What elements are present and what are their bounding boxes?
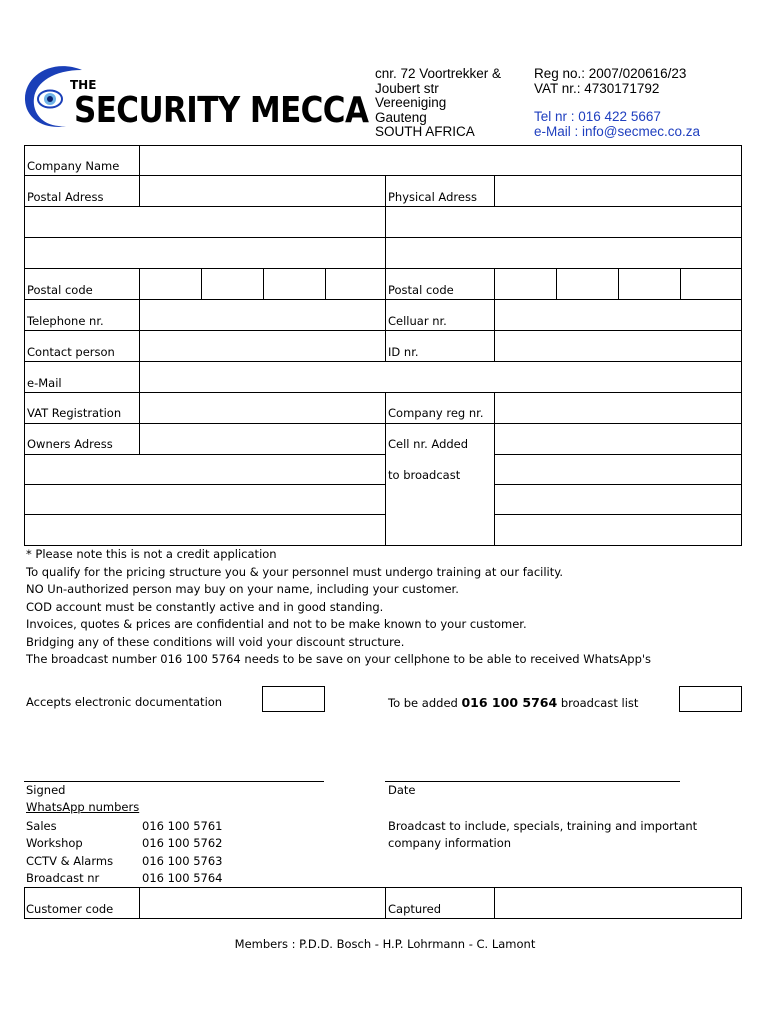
telephone-number: Tel nr : 016 422 5667 xyxy=(534,109,661,124)
whatsapp-row-label: Workshop xyxy=(26,836,83,850)
captured-label: Captured xyxy=(388,902,442,916)
physical-address-label: Physical Adress xyxy=(388,190,477,204)
postal-code-left-digit[interactable] xyxy=(263,268,326,300)
id-nr-label: ID nr. xyxy=(388,345,419,359)
id-nr-field[interactable] xyxy=(494,330,742,362)
whatsapp-row-label: CCTV & Alarms xyxy=(26,853,114,868)
signature-line[interactable] xyxy=(24,781,324,782)
physical-address-field[interactable] xyxy=(494,175,742,207)
whatsapp-row-label: Sales xyxy=(26,818,57,833)
cellular-field[interactable] xyxy=(494,299,742,331)
postal-address-field[interactable] xyxy=(139,175,386,207)
to-be-added-checkbox[interactable] xyxy=(679,686,742,712)
broadcast-cell-field-2[interactable] xyxy=(494,454,742,485)
owners-address-line-2[interactable] xyxy=(24,454,386,485)
cell-added-label-2: to broadcast xyxy=(388,468,461,482)
members-footer: Members : P.D.D. Bosch - H.P. Lohrmann - C. Lamont xyxy=(234,937,536,951)
vat-registration-field[interactable] xyxy=(139,392,386,424)
postal-code-right-digit[interactable] xyxy=(680,268,742,300)
note-line: Invoices, quotes & prices are confidential and not to be make known to your customer. xyxy=(26,617,527,631)
customer-code-label: Customer code xyxy=(26,902,114,916)
note-line: COD account must be constantly active and in good standing. xyxy=(26,599,384,614)
logo-name-text: SECURITY MECCA xyxy=(74,90,369,132)
whatsapp-row-number: 016 100 5761 xyxy=(142,818,223,833)
company-reg-field[interactable] xyxy=(494,392,742,424)
physical-address-line-2[interactable] xyxy=(385,206,742,238)
captured-field[interactable] xyxy=(494,887,742,919)
postal-code-right-label: Postal code xyxy=(388,283,454,297)
broadcast-note-2: company information xyxy=(388,836,512,850)
whatsapp-row-number: 016 100 5764 xyxy=(142,871,223,885)
vat-registration-label: VAT Registration xyxy=(27,406,122,420)
date-line[interactable] xyxy=(385,781,680,782)
note-line: The broadcast number 016 100 5764 needs to be save on your cellphone to be able to received WhatsApp's xyxy=(26,652,652,666)
postal-address-label: Postal Adress xyxy=(27,190,104,204)
whatsapp-row-number: 016 100 5763 xyxy=(142,853,223,868)
to-be-added-label xyxy=(388,696,638,710)
to-be-added-suffix: broadcast list xyxy=(557,696,639,710)
email-address: e-Mail : info@secmec.co.za xyxy=(534,123,701,139)
whatsapp-row-number: 016 100 5762 xyxy=(142,836,223,850)
note-line: Bridging any of these conditions will void your discount structure. xyxy=(26,634,405,649)
postal-code-left-digit[interactable] xyxy=(325,268,386,300)
address-line: Vereeniging xyxy=(375,95,447,110)
broadcast-cell-field-3[interactable] xyxy=(494,484,742,515)
postal-code-right-digit[interactable] xyxy=(618,268,681,300)
note-line: * Please note this is not a credit application xyxy=(26,547,277,561)
company-name-field[interactable] xyxy=(139,145,742,176)
owners-address-line-3[interactable] xyxy=(24,484,386,515)
reg-number: Reg no.: 2007/020616/23 xyxy=(534,66,687,81)
contact-person-field[interactable] xyxy=(139,330,386,362)
note-line: NO Un-authorized person may buy on your name, including your customer. xyxy=(26,582,459,596)
note-line: To qualify for the pricing structure you & your personnel must undergo training at our facility. xyxy=(26,564,564,579)
company-logo xyxy=(22,62,372,132)
address-line: Joubert str xyxy=(375,80,439,96)
contact-person-label: Contact person xyxy=(27,345,115,359)
vat-number: VAT nr.: 4730171792 xyxy=(534,80,660,96)
customer-code-field[interactable] xyxy=(139,887,386,919)
broadcast-number: 016 100 5764 xyxy=(461,695,558,710)
broadcast-cell-field-4[interactable] xyxy=(494,514,742,546)
postal-code-left-label: Postal code xyxy=(27,283,93,297)
accepts-electronic-checkbox[interactable] xyxy=(262,686,325,712)
company-name-label: Company Name xyxy=(27,159,120,173)
postal-code-right-digit[interactable] xyxy=(556,268,619,300)
cell-added-label: Cell nr. Added xyxy=(388,437,469,451)
accepts-electronic-label: Accepts electronic documentation xyxy=(26,695,223,709)
broadcast-cell-field-1[interactable] xyxy=(494,423,742,455)
signed-label: Signed xyxy=(26,783,66,797)
whatsapp-row-label: Broadcast nr xyxy=(26,871,100,885)
postal-address-line-3[interactable] xyxy=(24,237,386,269)
whatsapp-title: WhatsApp numbers xyxy=(26,800,140,814)
owners-address-label: Owners Adress xyxy=(27,437,113,451)
postal-code-right-digit[interactable] xyxy=(494,268,557,300)
address-line: SOUTH AFRICA xyxy=(375,124,475,139)
cellular-label: Celluar nr. xyxy=(388,314,447,328)
email-field[interactable] xyxy=(139,361,742,393)
to-be-added-prefix: To be added xyxy=(388,696,462,710)
owners-address-line-4[interactable] xyxy=(24,514,386,546)
postal-code-left-digit[interactable] xyxy=(139,268,202,300)
email-label: e-Mail xyxy=(27,376,62,390)
owners-address-field[interactable] xyxy=(139,423,386,455)
date-label: Date xyxy=(388,783,416,797)
company-reg-label: Company reg nr. xyxy=(388,406,484,420)
postal-code-left-digit[interactable] xyxy=(201,268,264,300)
logo-the-text: THE xyxy=(70,78,97,92)
address-line: cnr. 72 Voortrekker & xyxy=(375,66,502,81)
postal-address-line-2[interactable] xyxy=(24,206,386,238)
telephone-label: Telephone nr. xyxy=(27,314,104,328)
address-line: Gauteng xyxy=(375,109,427,125)
broadcast-note: Broadcast to include, specials, training and important xyxy=(388,818,698,833)
telephone-field[interactable] xyxy=(139,299,386,331)
physical-address-line-3[interactable] xyxy=(385,237,742,269)
